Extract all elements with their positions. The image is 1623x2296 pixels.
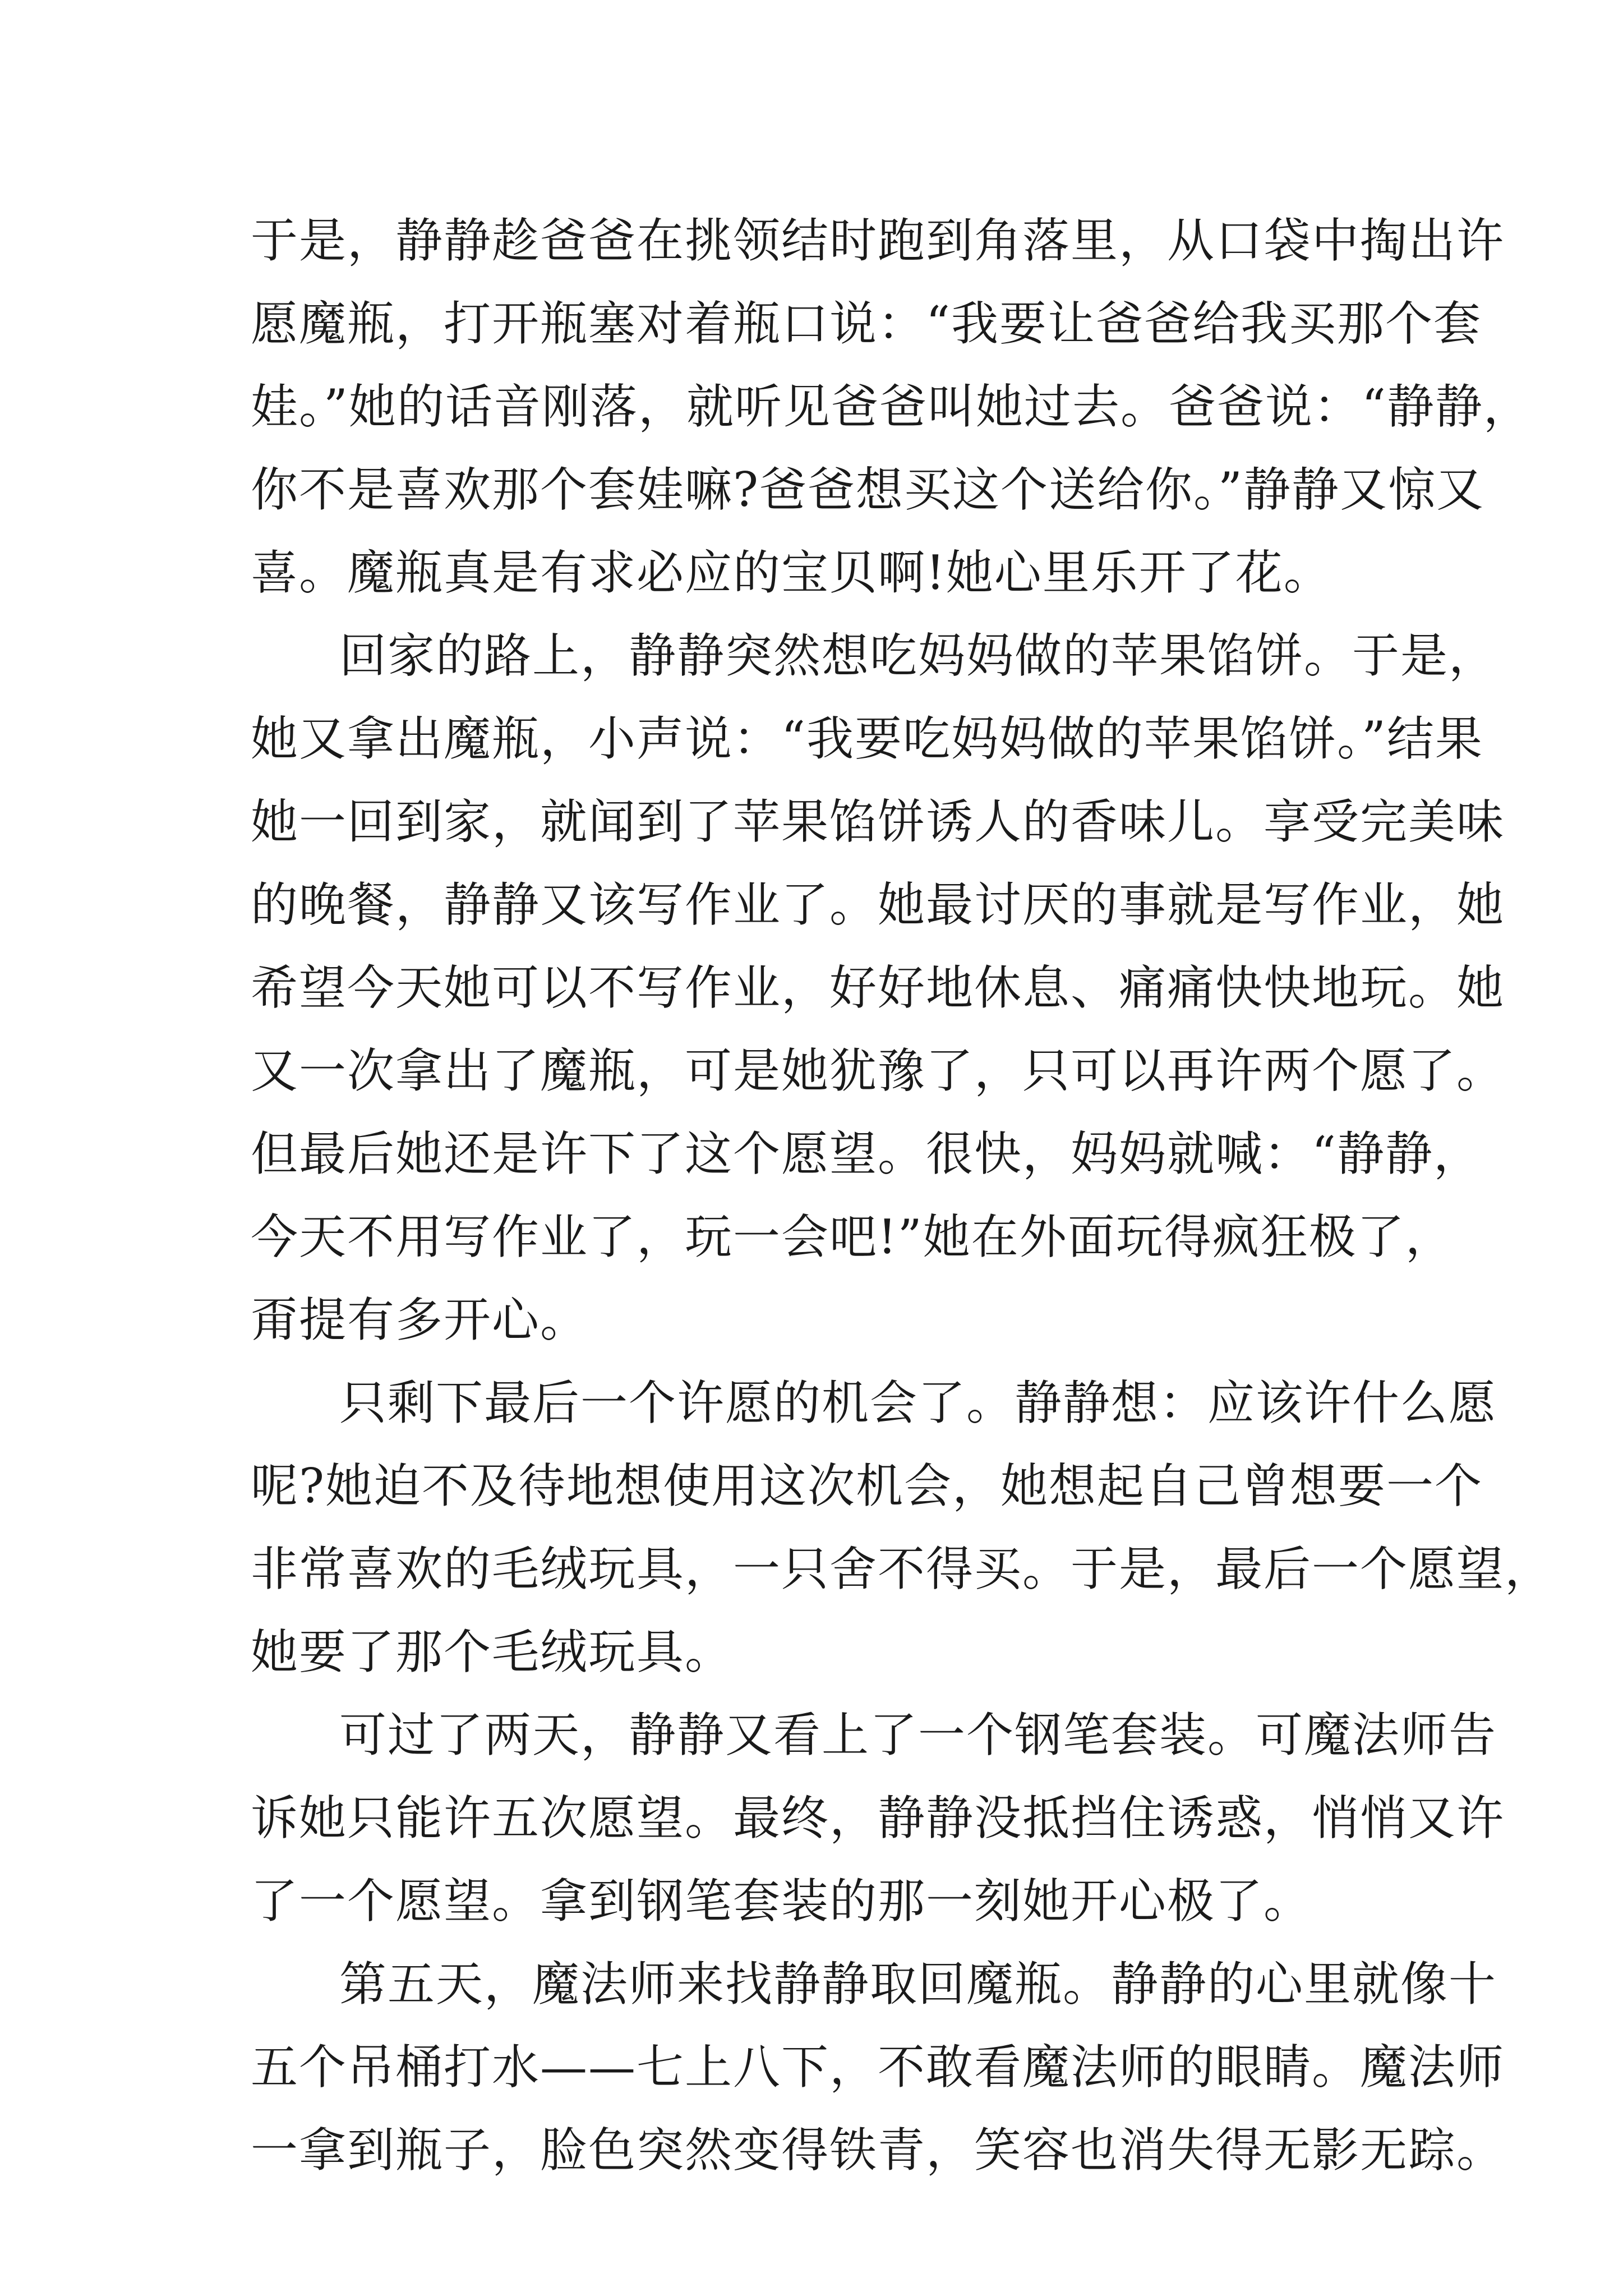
text-line: 但最后她还是许下了这个愿望。很快，妈妈就喊：“静静，: [251, 1126, 1482, 1181]
text-line: 愿魔瓶，打开瓶塞对着瓶口说：“我要让爸爸给我买那个套: [251, 296, 1482, 351]
text-line: 五个吊桶打水——七上八下，不敢看魔法师的眼睛。魔法师: [251, 2040, 1505, 2095]
text-line: 一拿到瓶子，脸色突然变得铁青，笑容也消失得无影无踪。: [251, 2123, 1505, 2178]
text-line: 你不是喜欢那个套娃嘛?爸爸想买这个送给你。”静静又惊又: [251, 462, 1484, 517]
text-line: 她又拿出魔瓶，小声说：“我要吃妈妈做的苹果馅饼。”结果: [251, 711, 1483, 766]
text-line: 了一个愿望。拿到钢笔套装的那一刻她开心极了。: [251, 1874, 1312, 1929]
paragraph-start-line: 只剩下最后一个许愿的机会了。静静想：应该许什么愿: [339, 1375, 1497, 1430]
text-line: 她要了那个毛绒玩具。: [251, 1625, 734, 1680]
text-line: 喜。魔瓶真是有求必应的宝贝啊!她心里乐开了花。: [251, 545, 1332, 600]
text-line: 娃。”她的话音刚落，就听见爸爸叫她过去。爸爸说：“静静，: [251, 379, 1532, 434]
text-line: 诉她只能许五次愿望。最终，静静没抵挡住诱惑，悄悄又许: [251, 1791, 1505, 1846]
story-text: [251, 199, 1553, 2192]
text-line: 于是，静静趁爸爸在挑领结时跑到角落里，从口袋中掏出许: [251, 213, 1505, 268]
paragraph-start-line: 可过了两天，静静又看上了一个钢笔套装。可魔法师告: [339, 1708, 1497, 1763]
text-line: 今天不用写作业了，玩一会吧!”她在外面玩得疯狂极了，: [251, 1209, 1454, 1264]
text-line: 非常喜欢的毛绒玩具，一只舍不得买。于是，最后一个愿望，: [251, 1542, 1553, 1596]
paragraph-start-line: 回家的路上，静静突然想吃妈妈做的苹果馅饼。于是，: [339, 628, 1497, 683]
text-line: 希望今天她可以不写作业，好好地休息、痛痛快快地玩。她: [251, 960, 1505, 1015]
text-line: 的晚餐，静静又该写作业了。她最讨厌的事就是写作业，她: [251, 877, 1505, 932]
text-line: 她一回到家，就闻到了苹果馅饼诱人的香味儿。享受完美味: [251, 794, 1505, 849]
text-line: 又一次拿出了魔瓶，可是她犹豫了，只可以再许两个愿了。: [251, 1043, 1505, 1098]
paragraph-start-line: 第五天，魔法师来找静静取回魔瓶。静静的心里就像十: [339, 1957, 1497, 2012]
text-line: 呢?她迫不及待地想使用这次机会，她想起自己曾想要一个: [251, 1458, 1483, 1513]
text-line: 甭提有多开心。: [251, 1292, 589, 1347]
